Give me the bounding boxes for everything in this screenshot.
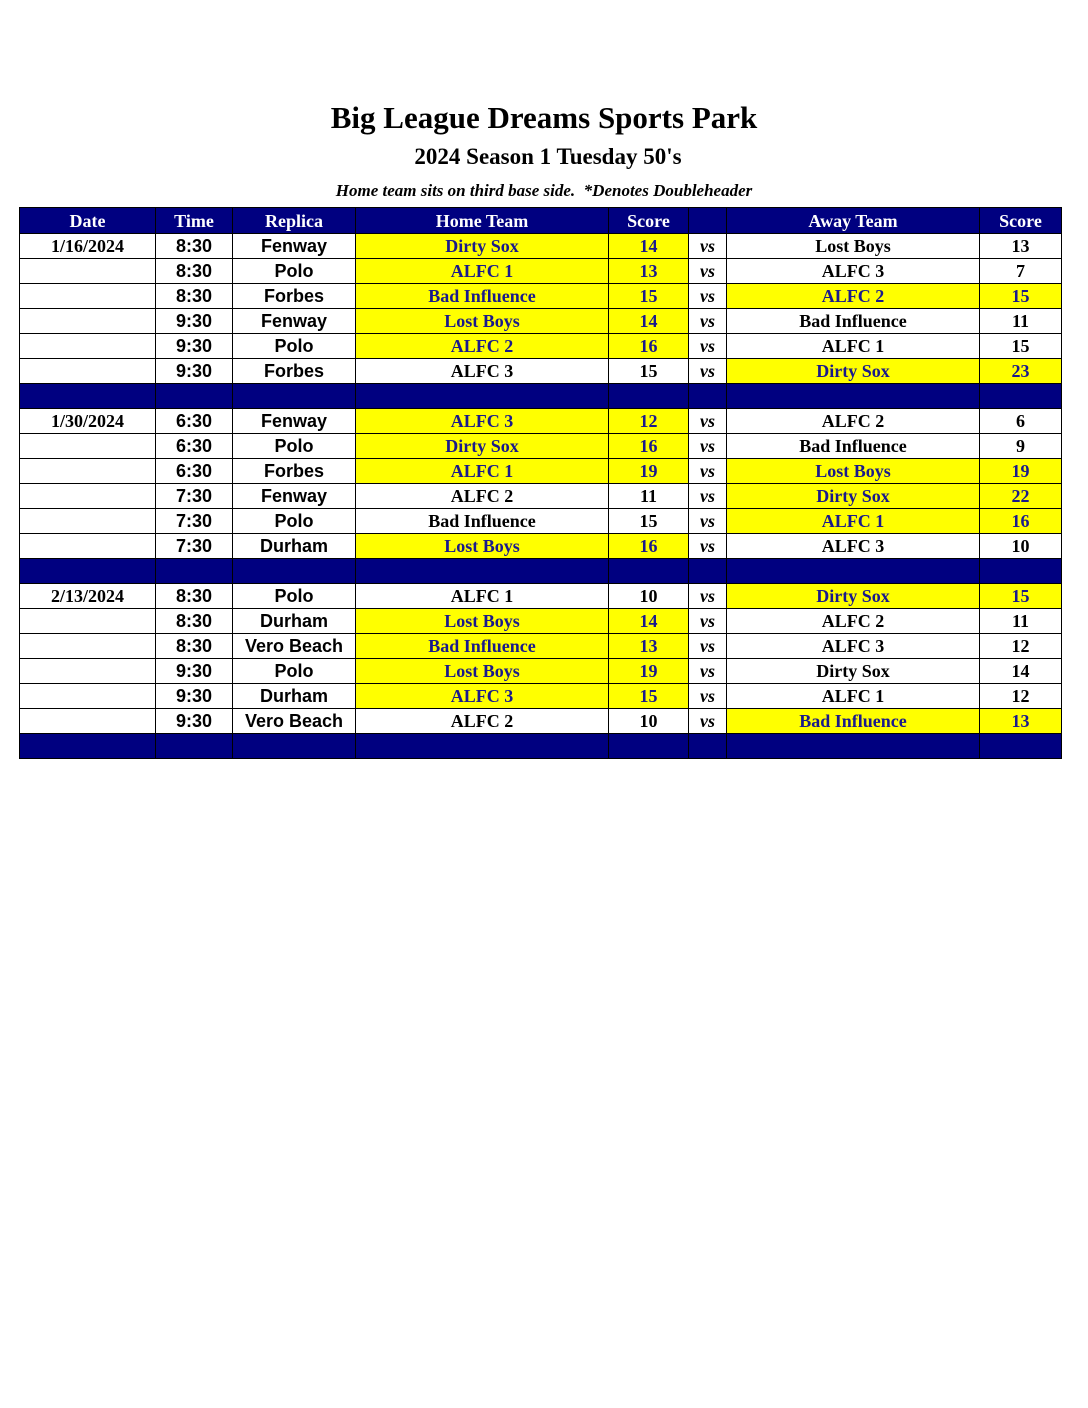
game-time: 7:30: [156, 484, 233, 509]
game-replica: Vero Beach: [233, 634, 356, 659]
game-time: 8:30: [156, 234, 233, 259]
game-date: [20, 284, 156, 309]
home-score: 19: [609, 459, 689, 484]
vs-label: vs: [689, 709, 727, 734]
game-replica: Polo: [233, 509, 356, 534]
game-date: [20, 609, 156, 634]
away-team: Bad Influence: [727, 709, 980, 734]
home-score: 10: [609, 709, 689, 734]
game-replica: Fenway: [233, 234, 356, 259]
separator-cell: [980, 559, 1062, 584]
game-row: [20, 359, 1062, 384]
game-row: [20, 334, 1062, 359]
vs-label: vs: [689, 684, 727, 709]
game-time: 7:30: [156, 509, 233, 534]
header-replica: Replica: [233, 208, 356, 234]
game-date: [20, 709, 156, 734]
separator-cell: [20, 734, 156, 759]
game-row: [20, 259, 1062, 284]
home-score: 15: [609, 284, 689, 309]
game-time: 8:30: [156, 634, 233, 659]
away-score: 6: [980, 409, 1062, 434]
vs-label: vs: [689, 659, 727, 684]
separator-cell: [356, 559, 609, 584]
home-score: 11: [609, 484, 689, 509]
home-team: ALFC 1: [356, 459, 609, 484]
game-date: [20, 684, 156, 709]
game-time: 6:30: [156, 409, 233, 434]
game-date: [20, 484, 156, 509]
away-team: Bad Influence: [727, 434, 980, 459]
home-team: Bad Influence: [356, 509, 609, 534]
game-time: 6:30: [156, 459, 233, 484]
away-team: ALFC 2: [727, 609, 980, 634]
page-subtitle: 2024 Season 1 Tuesday 50's: [414, 144, 682, 169]
away-team: ALFC 2: [727, 409, 980, 434]
home-team: Bad Influence: [356, 634, 609, 659]
game-time: 8:30: [156, 259, 233, 284]
game-replica: Vero Beach: [233, 709, 356, 734]
game-replica: Polo: [233, 584, 356, 609]
game-date: 2/13/2024: [20, 584, 156, 609]
game-row: [20, 584, 1062, 609]
vs-label: vs: [689, 609, 727, 634]
vs-label: vs: [689, 409, 727, 434]
home-team: ALFC 2: [356, 709, 609, 734]
separator-cell: [356, 384, 609, 409]
away-team: Dirty Sox: [727, 484, 980, 509]
away-team: Lost Boys: [727, 234, 980, 259]
home-score: 10: [609, 584, 689, 609]
header-time: Time: [156, 208, 233, 234]
home-score: 14: [609, 609, 689, 634]
separator-cell: [609, 384, 689, 409]
away-team: Dirty Sox: [727, 659, 980, 684]
away-score: 13: [980, 709, 1062, 734]
vs-label: vs: [689, 284, 727, 309]
home-team: ALFC 3: [356, 359, 609, 384]
home-team: ALFC 3: [356, 409, 609, 434]
week-separator-row: [20, 384, 1062, 409]
schedule-note-text: Home team sits on third base side. *Denotes Doubleheader: [335, 181, 753, 200]
separator-cell: [233, 384, 356, 409]
away-team: ALFC 1: [727, 509, 980, 534]
away-score: 15: [980, 284, 1062, 309]
home-team: Dirty Sox: [356, 234, 609, 259]
separator-cell: [689, 559, 727, 584]
game-time: 9:30: [156, 309, 233, 334]
away-team: ALFC 2: [727, 284, 980, 309]
game-row: [20, 609, 1062, 634]
separator-cell: [20, 559, 156, 584]
away-team: Dirty Sox: [727, 584, 980, 609]
home-score: 19: [609, 659, 689, 684]
schedule-note: [0, 181, 1088, 201]
game-time: 8:30: [156, 609, 233, 634]
home-score: 16: [609, 434, 689, 459]
home-team: Dirty Sox: [356, 434, 609, 459]
separator-cell: [233, 734, 356, 759]
game-replica: Polo: [233, 659, 356, 684]
separator-cell: [609, 559, 689, 584]
away-score: 14: [980, 659, 1062, 684]
away-score: 15: [980, 584, 1062, 609]
separator-cell: [980, 384, 1062, 409]
game-row: [20, 434, 1062, 459]
game-time: 9:30: [156, 709, 233, 734]
game-date: 1/30/2024: [20, 409, 156, 434]
home-team: Lost Boys: [356, 534, 609, 559]
game-row: [20, 659, 1062, 684]
separator-cell: [233, 559, 356, 584]
vs-label: vs: [689, 509, 727, 534]
game-replica: Forbes: [233, 459, 356, 484]
away-team: Bad Influence: [727, 309, 980, 334]
week-separator-row: [20, 734, 1062, 759]
away-score: 15: [980, 334, 1062, 359]
header-vs: [689, 208, 727, 234]
away-score: 19: [980, 459, 1062, 484]
game-time: 6:30: [156, 434, 233, 459]
page-title: Big League Dreams Sports Park: [330, 100, 758, 135]
vs-label: vs: [689, 459, 727, 484]
game-replica: Fenway: [233, 484, 356, 509]
separator-cell: [156, 384, 233, 409]
separator-cell: [20, 384, 156, 409]
away-team: ALFC 1: [727, 684, 980, 709]
game-date: [20, 359, 156, 384]
schedule-body: [20, 234, 1062, 759]
game-date: [20, 434, 156, 459]
schedule-table: [19, 207, 1062, 759]
home-team: ALFC 1: [356, 584, 609, 609]
game-date: [20, 509, 156, 534]
game-replica: Durham: [233, 534, 356, 559]
game-replica: Forbes: [233, 284, 356, 309]
header-row: [20, 208, 1062, 234]
away-score: 13: [980, 234, 1062, 259]
home-team: Lost Boys: [356, 309, 609, 334]
away-team: Dirty Sox: [727, 359, 980, 384]
game-replica: Polo: [233, 334, 356, 359]
game-time: 9:30: [156, 659, 233, 684]
vs-label: vs: [689, 484, 727, 509]
away-team: ALFC 1: [727, 334, 980, 359]
home-score: 14: [609, 234, 689, 259]
away-team: Lost Boys: [727, 459, 980, 484]
separator-cell: [689, 384, 727, 409]
game-time: 7:30: [156, 534, 233, 559]
home-score: 16: [609, 534, 689, 559]
header-home-team: Home Team: [356, 208, 609, 234]
game-date: [20, 334, 156, 359]
home-score: 15: [609, 359, 689, 384]
home-score: 16: [609, 334, 689, 359]
separator-cell: [689, 734, 727, 759]
away-team: ALFC 3: [727, 634, 980, 659]
vs-label: vs: [689, 634, 727, 659]
away-score: 12: [980, 684, 1062, 709]
game-row: [20, 634, 1062, 659]
home-team: ALFC 2: [356, 484, 609, 509]
vs-label: vs: [689, 534, 727, 559]
week-separator-row: [20, 559, 1062, 584]
away-score: 9: [980, 434, 1062, 459]
vs-label: vs: [689, 259, 727, 284]
game-replica: Forbes: [233, 359, 356, 384]
game-row: [20, 234, 1062, 259]
game-date: [20, 534, 156, 559]
home-team: Lost Boys: [356, 659, 609, 684]
game-time: 8:30: [156, 284, 233, 309]
game-time: 9:30: [156, 359, 233, 384]
away-score: 10: [980, 534, 1062, 559]
home-score: 13: [609, 634, 689, 659]
separator-cell: [156, 734, 233, 759]
game-replica: Durham: [233, 609, 356, 634]
header-away-score: Score: [980, 208, 1062, 234]
game-date: [20, 459, 156, 484]
away-team: ALFC 3: [727, 534, 980, 559]
game-row: [20, 309, 1062, 334]
home-score: 12: [609, 409, 689, 434]
game-replica: Fenway: [233, 309, 356, 334]
vs-label: vs: [689, 359, 727, 384]
game-row: [20, 459, 1062, 484]
home-team: ALFC 2: [356, 334, 609, 359]
game-date: [20, 259, 156, 284]
vs-label: vs: [689, 584, 727, 609]
header-date: Date: [20, 208, 156, 234]
vs-label: vs: [689, 234, 727, 259]
header-home-score: Score: [609, 208, 689, 234]
game-date: [20, 659, 156, 684]
game-row: [20, 534, 1062, 559]
game-replica: Durham: [233, 684, 356, 709]
separator-cell: [609, 734, 689, 759]
game-row: [20, 484, 1062, 509]
game-row: [20, 284, 1062, 309]
game-time: 8:30: [156, 584, 233, 609]
separator-cell: [356, 734, 609, 759]
vs-label: vs: [689, 434, 727, 459]
home-score: 15: [609, 684, 689, 709]
home-team: ALFC 3: [356, 684, 609, 709]
home-team: ALFC 1: [356, 259, 609, 284]
vs-label: vs: [689, 309, 727, 334]
away-score: 11: [980, 609, 1062, 634]
game-date: 1/16/2024: [20, 234, 156, 259]
game-row: [20, 509, 1062, 534]
separator-cell: [980, 734, 1062, 759]
away-score: 23: [980, 359, 1062, 384]
game-row: [20, 409, 1062, 434]
game-row: [20, 684, 1062, 709]
away-score: 7: [980, 259, 1062, 284]
home-score: 15: [609, 509, 689, 534]
home-score: 13: [609, 259, 689, 284]
game-time: 9:30: [156, 684, 233, 709]
game-time: 9:30: [156, 334, 233, 359]
game-row: [20, 709, 1062, 734]
home-team: Bad Influence: [356, 284, 609, 309]
home-score: 14: [609, 309, 689, 334]
home-team: Lost Boys: [356, 609, 609, 634]
header-away-team: Away Team: [727, 208, 980, 234]
vs-label: vs: [689, 334, 727, 359]
away-score: 16: [980, 509, 1062, 534]
away-score: 22: [980, 484, 1062, 509]
separator-cell: [727, 559, 980, 584]
game-replica: Polo: [233, 434, 356, 459]
away-score: 12: [980, 634, 1062, 659]
away-team: ALFC 3: [727, 259, 980, 284]
game-date: [20, 634, 156, 659]
away-score: 11: [980, 309, 1062, 334]
separator-cell: [727, 384, 980, 409]
separator-cell: [727, 734, 980, 759]
game-replica: Polo: [233, 259, 356, 284]
game-replica: Fenway: [233, 409, 356, 434]
game-date: [20, 309, 156, 334]
separator-cell: [156, 559, 233, 584]
